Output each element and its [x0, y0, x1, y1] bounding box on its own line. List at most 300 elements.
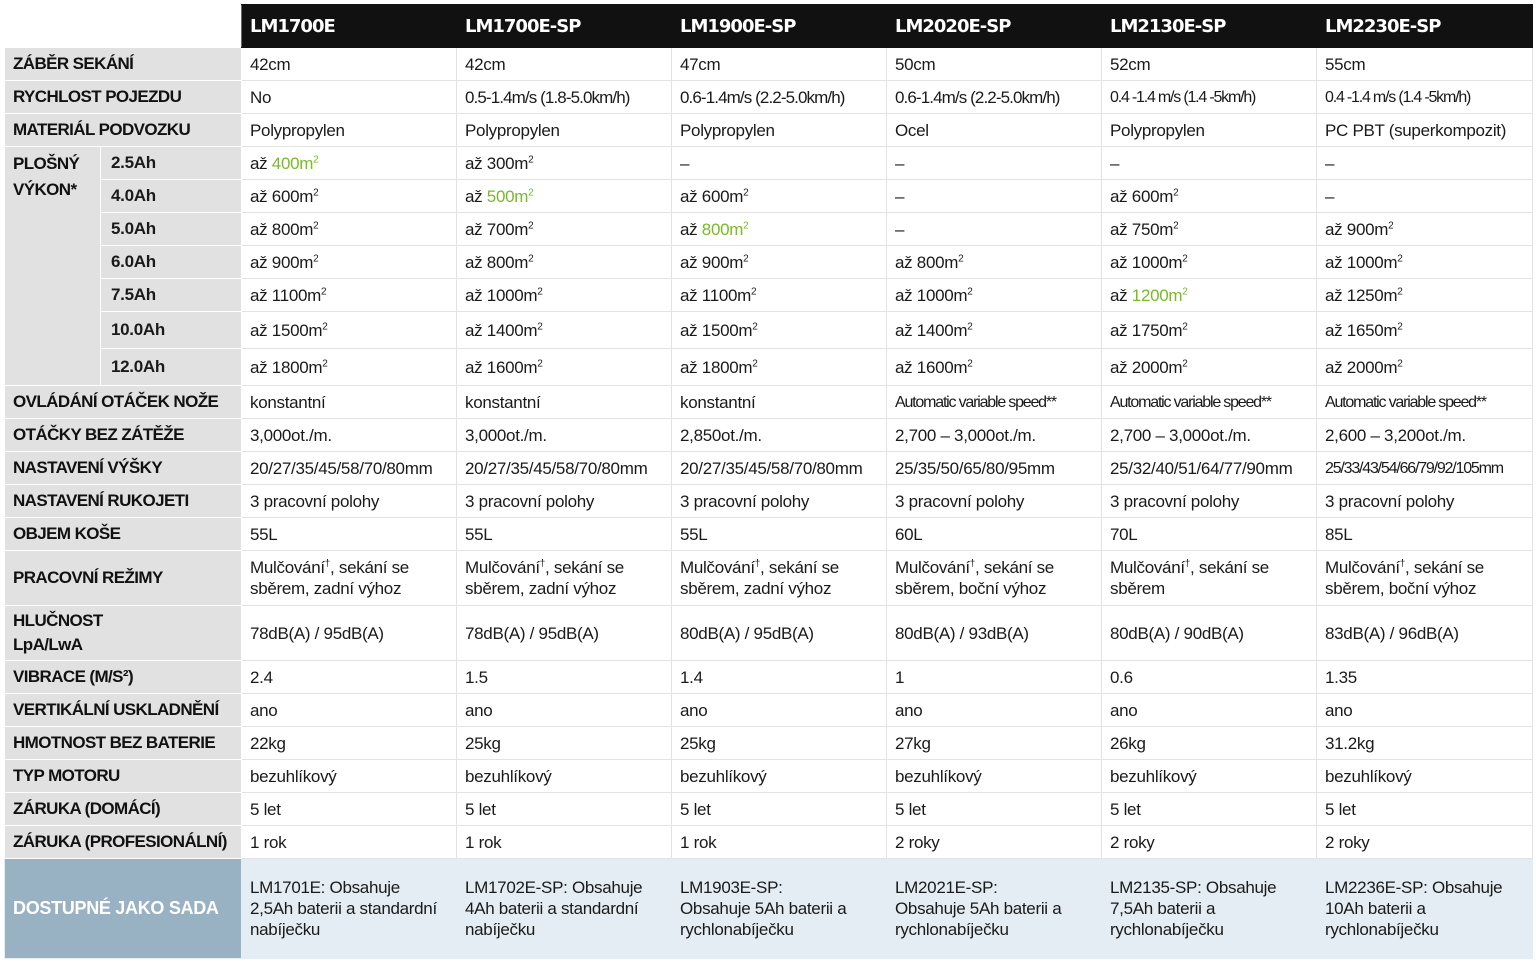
modes-rest: , sekání se	[1405, 558, 1484, 577]
prefix: až	[465, 320, 483, 340]
modes-rest: , sekání se	[330, 558, 409, 577]
spec-table	[4, 4, 1533, 959]
spec-value: PC PBT (superkompozit)	[1317, 114, 1533, 147]
unit: m	[953, 357, 968, 377]
kit-line: LM2135-SP: Obsahuje	[1110, 878, 1277, 897]
area-value	[457, 147, 672, 180]
prefix: až	[680, 285, 698, 305]
spec-value: 2,700 – 3,000ot./m.	[887, 419, 1102, 452]
kit-value	[242, 859, 457, 959]
spec-row	[5, 114, 1533, 147]
dash: –	[895, 219, 905, 239]
unit: m	[1383, 252, 1398, 272]
kit-line: 10Ah baterii a	[1325, 899, 1426, 918]
unit: m	[729, 219, 744, 239]
unit: m	[299, 219, 314, 239]
kit-value	[457, 859, 672, 959]
battery-label: 12.0Ah	[101, 349, 242, 386]
spec-value: 60L	[887, 518, 1102, 551]
unit: m	[729, 186, 744, 206]
area-amount: 1650	[1346, 320, 1384, 340]
row-label: NASTAVENÍ RUKOJETI	[5, 485, 242, 518]
spec-value: 5 let	[672, 793, 887, 826]
spec-value: 47cm	[672, 48, 887, 81]
area-amount: 800	[486, 252, 515, 272]
spec-row	[5, 661, 1533, 694]
spec-value: bezuhlíkový	[1317, 760, 1533, 793]
area-amount: 900	[701, 252, 730, 272]
spec-row	[5, 760, 1533, 793]
modes-value	[1102, 551, 1317, 606]
row-label: VIBRACE (M/S²)	[5, 661, 242, 694]
noise-value: 80dB(A) / 93dB(A)	[887, 606, 1102, 661]
mulch-text: Mulčování	[1325, 558, 1400, 577]
spec-value: 1.4	[672, 661, 887, 694]
prefix: až	[465, 285, 483, 305]
kit-line: nabíječku	[465, 920, 536, 939]
area-value	[672, 349, 887, 386]
prefix: až	[680, 320, 698, 340]
area-value	[672, 279, 887, 312]
unit: m	[1374, 219, 1389, 239]
area-amount: 700	[486, 219, 515, 239]
area-amount: 1600	[916, 357, 954, 377]
spec-value: 2 roky	[1102, 826, 1317, 859]
unit-sup: 2	[1388, 219, 1394, 231]
header-corner	[5, 5, 242, 48]
spec-value: ano	[1317, 694, 1533, 727]
unit: m	[523, 357, 538, 377]
modes-rest: , sekání se	[760, 558, 839, 577]
unit: m	[953, 285, 968, 305]
row-label: OBJEM KOŠE	[5, 518, 242, 551]
unit-sup: 2	[743, 186, 749, 198]
prefix: až	[680, 252, 698, 272]
spec-value: Polypropylen	[1102, 114, 1317, 147]
spec-value: 2,850ot./m.	[672, 419, 887, 452]
kit-line: LM2021E-SP:	[895, 878, 998, 897]
area-value	[887, 213, 1102, 246]
area-value	[672, 246, 887, 279]
row-label: PRACOVNÍ REŽIMY	[5, 551, 242, 606]
area-value	[1102, 279, 1317, 312]
unit-sup: 2	[967, 357, 973, 369]
modes-value	[672, 551, 887, 606]
spec-row	[5, 452, 1533, 485]
unit-sup: 2	[1182, 357, 1188, 369]
area-amount: 1100	[701, 285, 738, 305]
battery-label: 10.0Ah	[101, 312, 242, 349]
unit: m	[1383, 320, 1398, 340]
spec-value: 25kg	[457, 727, 672, 760]
area-row	[5, 213, 1533, 246]
area-value	[887, 246, 1102, 279]
unit-sup: 2	[1397, 285, 1403, 297]
row-label: TYP MOTORU	[5, 760, 242, 793]
battery-label: 5.0Ah	[101, 213, 242, 246]
row-label: ZÁRUKA (DOMÁCÍ)	[5, 793, 242, 826]
unit-sup: 2	[528, 252, 534, 264]
kit-value	[672, 859, 887, 959]
spec-value: 55cm	[1317, 48, 1533, 81]
spec-value: 55L	[242, 518, 457, 551]
spec-value: 3,000ot./m.	[457, 419, 672, 452]
area-amount: 1100	[271, 285, 308, 305]
unit: m	[299, 153, 314, 173]
spec-value: 1	[887, 661, 1102, 694]
spec-value: 42cm	[242, 48, 457, 81]
kit-line: rychlonabíječku	[895, 920, 1009, 939]
dagger: †	[539, 558, 546, 570]
unit-sup: 2	[967, 285, 973, 297]
prefix: až	[1110, 252, 1128, 272]
unit-sup: 2	[1173, 186, 1179, 198]
prefix: až	[250, 252, 268, 272]
area-value	[887, 312, 1102, 349]
prefix: až	[465, 219, 483, 239]
area-amount: 1000	[1346, 252, 1384, 272]
spec-value: 42cm	[457, 48, 672, 81]
spec-row	[5, 81, 1533, 114]
header-row	[5, 5, 1533, 48]
row-label: NASTAVENÍ VÝŠKY	[5, 452, 242, 485]
modes-line: sběrem, boční výhoz	[895, 579, 1047, 598]
prefix: až	[895, 320, 913, 340]
unit-sup: 2	[1182, 285, 1188, 297]
unit: m	[1159, 186, 1174, 206]
row-label: HMOTNOST BEZ BATERIE	[5, 727, 242, 760]
area-amount: 300	[486, 153, 515, 173]
kit-line: rychlonabíječku	[680, 920, 794, 939]
unit-sup: 2	[321, 285, 327, 297]
dash: –	[680, 153, 690, 173]
kit-line: Obsahuje 5Ah baterii a	[680, 899, 847, 918]
spec-value: 26kg	[1102, 727, 1317, 760]
spec-value: 85L	[1317, 518, 1533, 551]
spec-value: 2 roky	[1317, 826, 1533, 859]
spec-row	[5, 727, 1533, 760]
unit-sup: 2	[528, 153, 534, 165]
prefix: až	[680, 357, 698, 377]
spec-value: 22kg	[242, 727, 457, 760]
spec-value: 2.4	[242, 661, 457, 694]
area-value	[887, 147, 1102, 180]
unit-sup: 2	[958, 252, 964, 264]
spec-value: bezuhlíkový	[242, 760, 457, 793]
spec-value: bezuhlíkový	[672, 760, 887, 793]
spec-value: ano	[242, 694, 457, 727]
prefix: až	[1325, 252, 1343, 272]
spec-body	[5, 48, 1533, 959]
spec-value: 5 let	[1102, 793, 1317, 826]
area-amount: 600	[271, 186, 300, 206]
spec-value: 0.5-1.4m/s (1.8-5.0km/h)	[457, 81, 672, 114]
dagger: †	[1399, 558, 1406, 570]
unit-sup: 2	[528, 186, 534, 198]
unit-sup: 2	[313, 153, 319, 165]
area-amount: 1500	[271, 320, 309, 340]
spec-value: 25/33/43/54/66/79/92/105mm	[1317, 452, 1533, 485]
row-label: ZÁBĚR SEKÁNÍ	[5, 48, 242, 81]
spec-value: 5 let	[457, 793, 672, 826]
prefix: až	[1110, 320, 1128, 340]
unit-sup: 2	[1397, 252, 1403, 264]
unit: m	[523, 320, 538, 340]
modes-value	[242, 551, 457, 606]
spec-value: 2,600 – 3,200ot./m.	[1317, 419, 1533, 452]
unit-sup: 2	[537, 357, 543, 369]
area-amount: 1400	[916, 320, 954, 340]
area-row	[5, 349, 1533, 386]
noise-label-line: LpA/LwA	[13, 635, 83, 654]
row-label: OTÁČKY BEZ ZÁTĚŽE	[5, 419, 242, 452]
unit: m	[1383, 357, 1398, 377]
prefix: až	[465, 153, 483, 173]
area-value	[1102, 312, 1317, 349]
prefix: až	[465, 252, 483, 272]
modes-rest: , sekání se	[1190, 558, 1269, 577]
model-header: LM2230E-SP	[1317, 5, 1533, 48]
spec-value: Automatic variable speed**	[1317, 386, 1533, 419]
spec-row	[5, 419, 1533, 452]
area-amount: 800	[271, 219, 300, 239]
modes-rest: , sekání se	[975, 558, 1054, 577]
unit: m	[738, 357, 753, 377]
spec-value: 52cm	[1102, 48, 1317, 81]
unit-sup: 2	[1173, 219, 1179, 231]
area-value	[887, 180, 1102, 213]
spec-value: 1 rok	[672, 826, 887, 859]
prefix: až	[1110, 186, 1128, 206]
spec-value: 1 rok	[242, 826, 457, 859]
spec-value: 20/27/35/45/58/70/80mm	[457, 452, 672, 485]
unit: m	[523, 285, 538, 305]
area-value	[242, 246, 457, 279]
mulch-text: Mulčování	[465, 558, 540, 577]
unit-sup: 2	[313, 252, 319, 264]
kit-line: 4Ah baterii a standardní	[465, 899, 639, 918]
unit-sup: 2	[743, 252, 749, 264]
unit-sup: 2	[537, 285, 543, 297]
spec-value: 5 let	[1317, 793, 1533, 826]
kit-line: rychlonabíječku	[1325, 920, 1439, 939]
area-value	[672, 312, 887, 349]
area-value	[1317, 246, 1533, 279]
dash: –	[1325, 153, 1335, 173]
area-amount: 1600	[486, 357, 524, 377]
spec-value: 2,700 – 3,000ot./m.	[1102, 419, 1317, 452]
spec-value: No	[242, 81, 457, 114]
area-value	[672, 213, 887, 246]
spec-value: 0.4 -1.4 m/s (1.4 -5km/h)	[1317, 81, 1533, 114]
spec-value: 25/32/40/51/64/77/90mm	[1102, 452, 1317, 485]
kit-value	[887, 859, 1102, 959]
row-label	[5, 606, 242, 661]
area-value	[1317, 349, 1533, 386]
spec-value: 0.6-1.4m/s (2.2-5.0km/h)	[887, 81, 1102, 114]
unit-sup: 2	[322, 320, 328, 332]
kit-line: LM1903E-SP:	[680, 878, 783, 897]
modes-value	[457, 551, 672, 606]
area-row	[5, 279, 1533, 312]
spec-row	[5, 386, 1533, 419]
unit: m	[1159, 219, 1174, 239]
prefix: až	[1325, 219, 1343, 239]
unit: m	[308, 357, 323, 377]
area-label-line: PLOŠNÝ	[13, 154, 80, 173]
spec-value: 20/27/35/45/58/70/80mm	[672, 452, 887, 485]
area-amount: 1200	[1131, 285, 1169, 305]
modes-line: sběrem, boční výhoz	[1325, 579, 1477, 598]
row-label: MATERIÁL PODVOZKU	[5, 114, 242, 147]
model-header: LM1700E	[242, 5, 457, 48]
unit-sup: 2	[1182, 320, 1188, 332]
spec-value: 5 let	[242, 793, 457, 826]
modes-line: sběrem, zadní výhoz	[250, 579, 402, 598]
row-label: OVLÁDÁNÍ OTÁČEK NOŽE	[5, 386, 242, 419]
modes-value	[1317, 551, 1533, 606]
spec-value: 0.6	[1102, 661, 1317, 694]
area-value	[1102, 213, 1317, 246]
area-amount: 2000	[1131, 357, 1169, 377]
prefix: až	[250, 186, 268, 206]
area-value	[457, 312, 672, 349]
prefix: až	[1110, 285, 1128, 305]
spec-value: ano	[1102, 694, 1317, 727]
area-amount: 750	[1131, 219, 1160, 239]
area-amount: 900	[271, 252, 300, 272]
unit-sup: 2	[967, 320, 973, 332]
spec-value: 27kg	[887, 727, 1102, 760]
modes-line: sběrem	[1110, 579, 1165, 598]
prefix: až	[1110, 357, 1128, 377]
area-amount: 1500	[701, 320, 739, 340]
unit: m	[944, 252, 959, 272]
spec-value: konstantní	[457, 386, 672, 419]
spec-row	[5, 48, 1533, 81]
spec-row	[5, 518, 1533, 551]
area-value	[1317, 213, 1533, 246]
area-value	[457, 180, 672, 213]
unit: m	[514, 252, 529, 272]
unit-sup: 2	[313, 186, 319, 198]
modes-row	[5, 551, 1533, 606]
area-value	[457, 213, 672, 246]
model-header: LM2130E-SP	[1102, 5, 1317, 48]
unit-sup: 2	[751, 285, 757, 297]
unit-sup: 2	[537, 320, 543, 332]
unit-sup: 2	[528, 219, 534, 231]
unit: m	[737, 285, 752, 305]
area-value	[887, 349, 1102, 386]
mulch-text: Mulčování	[250, 558, 325, 577]
kit-line: rychlonabíječku	[1110, 920, 1224, 939]
unit: m	[307, 285, 322, 305]
spec-value: 3 pracovní polohy	[887, 485, 1102, 518]
spec-value: 25/35/50/65/80/95mm	[887, 452, 1102, 485]
spec-value: Ocel	[887, 114, 1102, 147]
spec-value: 3 pracovní polohy	[1102, 485, 1317, 518]
area-row	[5, 180, 1533, 213]
dagger: †	[1184, 558, 1191, 570]
area-value	[242, 213, 457, 246]
row-label: VERTIKÁLNÍ USKLADNĚNÍ	[5, 694, 242, 727]
area-label-line: VÝKON*	[13, 180, 77, 199]
unit-sup: 2	[1397, 320, 1403, 332]
area-value	[457, 279, 672, 312]
kit-row	[5, 859, 1533, 959]
modes-rest: , sekání se	[545, 558, 624, 577]
noise-row	[5, 606, 1533, 661]
unit: m	[1168, 320, 1183, 340]
area-value	[242, 349, 457, 386]
unit-sup: 2	[743, 219, 749, 231]
kit-label: DOSTUPNÉ JAKO SADA	[5, 859, 242, 959]
area-value	[1102, 180, 1317, 213]
area-row	[5, 312, 1533, 349]
prefix: až	[465, 357, 483, 377]
spec-value: 1.35	[1317, 661, 1533, 694]
area-value	[1102, 147, 1317, 180]
area-amount: 900	[1346, 219, 1375, 239]
area-amount: 800	[701, 219, 730, 239]
area-amount: 1750	[1131, 320, 1169, 340]
spec-value: 0.6-1.4m/s (2.2-5.0km/h)	[672, 81, 887, 114]
prefix: až	[1110, 219, 1128, 239]
spec-value: 3 pracovní polohy	[457, 485, 672, 518]
prefix: až	[895, 252, 913, 272]
dagger: †	[969, 558, 976, 570]
spec-row	[5, 485, 1533, 518]
dash: –	[895, 186, 905, 206]
unit-sup: 2	[1182, 252, 1188, 264]
spec-value: Polypropylen	[242, 114, 457, 147]
noise-value: 83dB(A) / 96dB(A)	[1317, 606, 1533, 661]
unit: m	[308, 320, 323, 340]
area-row	[5, 147, 1533, 180]
spec-value: ano	[672, 694, 887, 727]
modes-line: sběrem, zadní výhoz	[680, 579, 832, 598]
area-value	[242, 312, 457, 349]
kit-line: nabíječku	[250, 920, 321, 939]
spec-row	[5, 694, 1533, 727]
spec-value: 1.5	[457, 661, 672, 694]
modes-line	[895, 557, 1093, 578]
area-value	[1317, 279, 1533, 312]
mulch-text: Mulčování	[680, 558, 755, 577]
area-value	[672, 147, 887, 180]
area-value	[242, 279, 457, 312]
spec-value: ano	[457, 694, 672, 727]
spec-value: ano	[887, 694, 1102, 727]
spec-value: 3,000ot./m.	[242, 419, 457, 452]
area-amount: 1400	[486, 320, 524, 340]
prefix: až	[680, 186, 698, 206]
area-amount: 400	[271, 153, 300, 173]
kit-line: LM2236E-SP: Obsahuje	[1325, 878, 1503, 897]
area-amount: 1800	[271, 357, 309, 377]
dagger: †	[754, 558, 761, 570]
spec-value: 0.4 -1.4 m/s (1.4 -5km/h)	[1102, 81, 1317, 114]
prefix: až	[895, 357, 913, 377]
area-value	[1317, 147, 1533, 180]
area-value	[1317, 312, 1533, 349]
kit-line: 2,5Ah baterii a standardní	[250, 899, 437, 918]
area-amount: 800	[916, 252, 945, 272]
noise-value: 78dB(A) / 95dB(A)	[242, 606, 457, 661]
battery-label: 4.0Ah	[101, 180, 242, 213]
modes-line	[465, 557, 663, 578]
